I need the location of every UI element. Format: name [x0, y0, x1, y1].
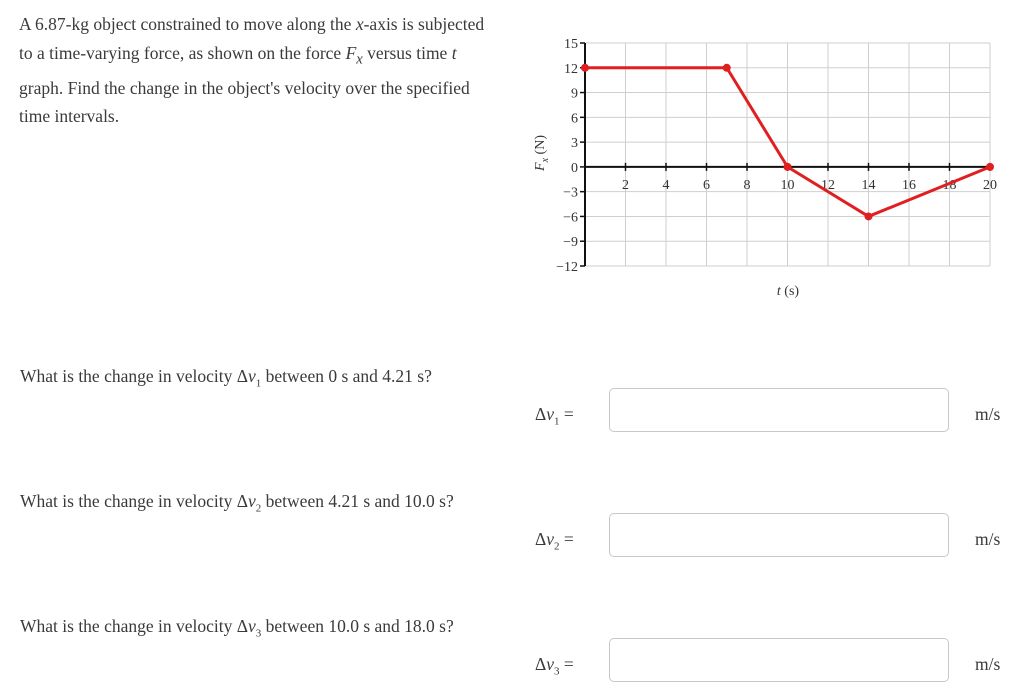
y-tick-label: 15 [564, 37, 578, 52]
question-2 [20, 491, 454, 515]
delta-v2-label [535, 529, 574, 553]
y-axis-label: $F_x$ (N) [533, 135, 551, 171]
force-data-point [784, 163, 792, 171]
force-variable: F [345, 42, 357, 63]
delta-v1-label [535, 404, 574, 428]
chart-grid [585, 43, 990, 266]
force-subscript: x [356, 51, 363, 67]
problem-text-4: graph. Find the change in the object's velocity over the specified time intervals. [19, 77, 470, 126]
x-tick-label: 4 [662, 177, 670, 193]
delta-v3-equals: = [559, 654, 574, 674]
delta-v3-symbol: Δ [535, 654, 547, 674]
problem-text-1: A 6.87-kg object constrained to move along the [19, 14, 356, 34]
question-1-var: v [248, 366, 256, 386]
force-data-point [581, 64, 589, 72]
x-tick-label: 12 [821, 177, 835, 193]
delta-v1-var: v [546, 404, 555, 424]
question-2-delta: Δ [236, 491, 248, 511]
x-tick-label: 16 [902, 177, 916, 193]
question-1-delta: Δ [236, 366, 248, 386]
question-3-text-a: What is the change in velocity [20, 616, 237, 636]
y-tick-label: 9 [571, 86, 578, 102]
delta-v1-equals: = [559, 404, 574, 424]
delta-v1-symbol: Δ [535, 404, 547, 424]
y-tick-label: −3 [563, 185, 578, 201]
force-data-point [723, 64, 731, 72]
question-3-var: v [248, 616, 256, 636]
delta-v2-equals: = [559, 529, 574, 549]
time-variable: t [451, 42, 457, 63]
problem-statement [19, 10, 499, 131]
x-tick-label: 10 [780, 177, 795, 193]
force-data-point [865, 212, 873, 220]
y-tick-label: 3 [571, 136, 578, 152]
y-tick-label: 12 [564, 61, 578, 77]
question-2-text-a: What is the change in velocity [20, 491, 237, 511]
problem-text-2: -axis is subjected to a time-varying force, as shown on the force [19, 14, 485, 63]
x-axis-label: t (s) [776, 284, 800, 299]
y-tick-label: 0 [571, 160, 578, 176]
question-3 [20, 616, 454, 640]
delta-v3-var: v [546, 654, 555, 674]
y-tick-label: −6 [563, 210, 578, 226]
delta-v3-sub: 3 [554, 665, 560, 678]
axis-variable: x [355, 14, 364, 34]
x-tick-label: 20 [983, 177, 997, 193]
x-tick-label: 6 [703, 177, 710, 193]
delta-v3-label [535, 654, 574, 678]
question-3-delta: Δ [236, 616, 248, 636]
force-time-chart [520, 28, 1024, 308]
x-tick-label: 14 [861, 177, 876, 193]
delta-v1-sub: 1 [554, 415, 560, 428]
delta-v1-unit: m/s [975, 404, 1001, 424]
delta-v1-input[interactable] [609, 388, 949, 432]
question-2-var: v [248, 491, 256, 511]
delta-v2-input[interactable] [609, 513, 949, 557]
y-tick-label: −12 [556, 260, 578, 275]
question-1-text-a: What is the change in velocity [20, 366, 237, 386]
problem-text-3: versus time [362, 42, 452, 63]
force-data-point [986, 163, 994, 171]
y-tick-label: −9 [563, 235, 578, 251]
question-2-sub: 2 [255, 502, 262, 515]
force-time-chart-svg [520, 28, 1024, 308]
delta-v2-sub: 2 [554, 540, 560, 553]
question-1-sub: 1 [255, 377, 262, 390]
chart-axes [580, 43, 990, 266]
delta-v3-input[interactable] [609, 638, 949, 682]
question-3-sub: 3 [255, 627, 262, 640]
delta-v2-symbol: Δ [535, 529, 547, 549]
y-tick-label: 6 [571, 111, 578, 127]
delta-v3-unit: m/s [975, 654, 1001, 674]
question-3-text-b: between 10.0 s and 18.0 s? [261, 616, 454, 636]
delta-v2-unit: m/s [975, 529, 1001, 549]
question-1 [20, 366, 432, 390]
question-1-text-b: between 0 s and 4.21 s? [261, 366, 432, 386]
question-2-text-b: between 4.21 s and 10.0 s? [261, 491, 454, 511]
delta-v2-var: v [546, 529, 555, 549]
y-tick-labels [556, 37, 578, 275]
x-tick-label: 8 [743, 177, 751, 193]
x-tick-label: 18 [942, 177, 957, 193]
x-tick-label: 2 [622, 177, 629, 193]
